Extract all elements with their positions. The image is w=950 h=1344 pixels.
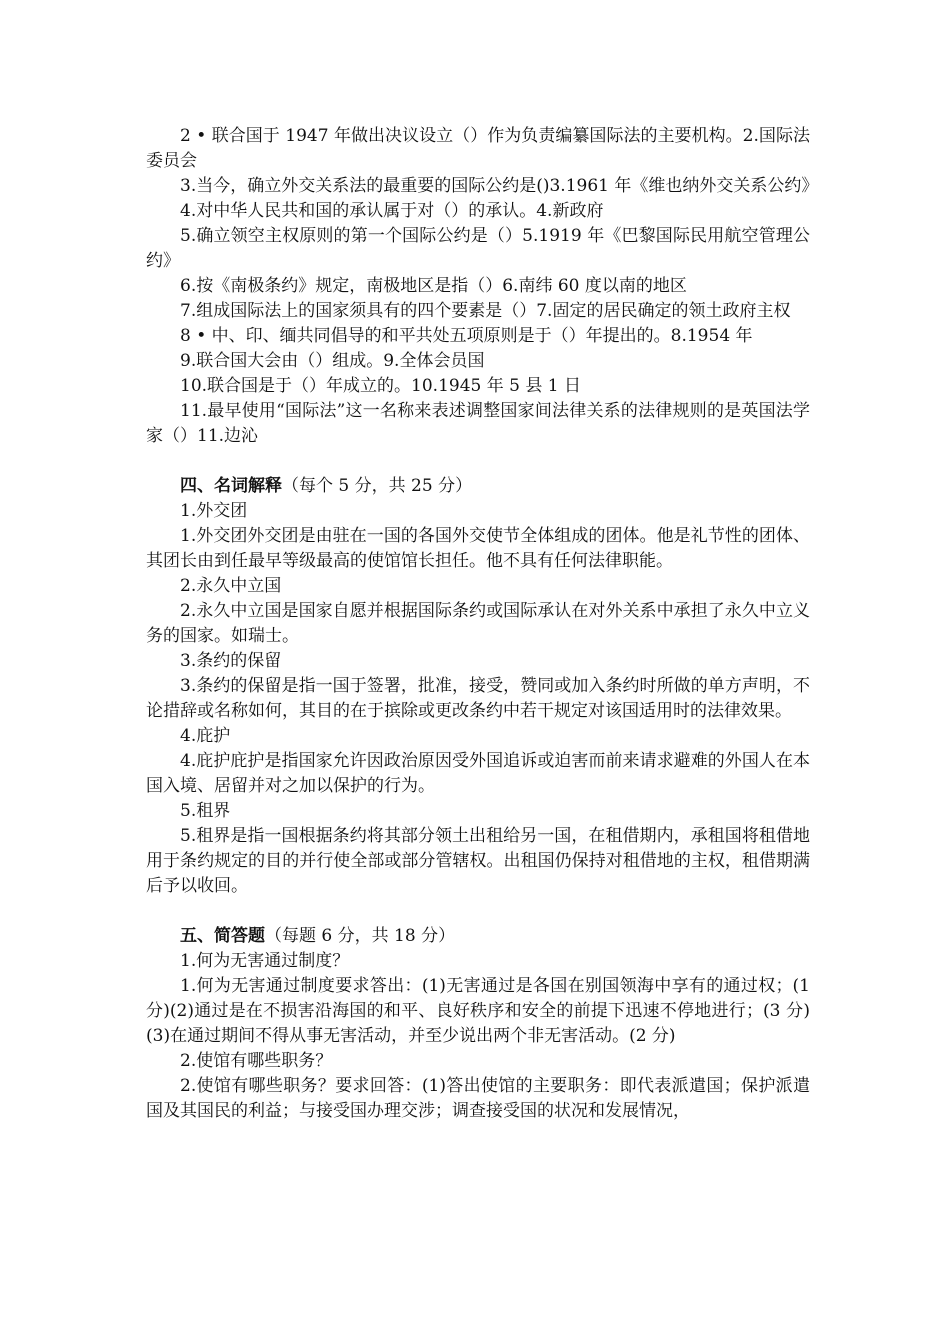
section-title: 四、名词解释 (180, 476, 282, 496)
paragraph: 2 • 联合国于 1947 年做出决议设立（）作为负责编纂国际法的主要机构。2.国际法委员会 (146, 126, 810, 171)
question-title: 1.何为无害通过制度？ (180, 951, 350, 971)
term-answer: 4.庇护庇护是指国家允许因政治原因受外国追诉或迫害而前来请求避难的外国人在本国入境、居留并对之加以保护的行为。 (146, 751, 810, 796)
paragraph: 4.对中华人民共和国的承认属于对（）的承认。4.新政府 (180, 201, 604, 221)
term-title: 2.永久中立国 (180, 576, 282, 596)
section-3-fill-in-answers (146, 124, 819, 449)
paragraph: 9.联合国大会由（）组成。9.全体会员国 (180, 351, 485, 371)
term-title: 3.条约的保留 (180, 651, 282, 671)
paragraph: 6.按《南极条约》规定，南极地区是指（）6.南纬 60 度以南的地区 (180, 276, 687, 296)
question-answer: 2.使馆有哪些职务？要求回答：(1)答出使馆的主要职务：即代表派遣国；保护派遣国及其国民的利益；与接受国办理交涉；调查接受国的状况和发展情况， (146, 1076, 810, 1121)
section-score-note: （每题 6 分，共 18 分） (265, 926, 456, 946)
section-spacer (146, 449, 810, 474)
section-title: 五、简答题 (180, 926, 265, 946)
term-answer: 3.条约的保留是指一国于签署，批准，接受，赞同或加入条约时所做的单方声明，不论措辞或名称如何，其目的在于摈除或更改条约中若干规定对该国适用时的法律效果。 (146, 676, 810, 721)
term-answer: 1.外交团外交团是由驻在一国的各国外交使节全体组成的团体。他是礼节性的团体、其团长由到任最早等级最高的使馆馆长担任。他不具有任何法律职能。 (146, 526, 810, 571)
question-title: 2.使馆有哪些职务？ (180, 1051, 333, 1071)
term-title: 4.庇护 (180, 726, 231, 746)
section-spacer (146, 899, 810, 924)
paragraph: 11.最早使用“国际法”这一名称来表述调整国家间法律关系的法律规则的是英国法学家（）11.边沁 (146, 401, 810, 446)
document-page (146, 124, 819, 1124)
section-5-short-answers (146, 924, 810, 1124)
section-heading (146, 924, 810, 949)
section-4-term-definitions (146, 474, 810, 899)
paragraph: 5.确立领空主权原则的第一个国际公约是（）5.1919 年《巴黎国际民用航空管理公约》 (146, 226, 810, 271)
term-title: 5.租界 (180, 801, 231, 821)
term-answer: 2.永久中立国是国家自愿并根据国际条约或国际承认在对外关系中承担了永久中立义务的国家。如瑞士。 (146, 601, 810, 646)
paragraph: 8 • 中、印、缅共同倡导的和平共处五项原则是于（）年提出的。8.1954 年 (180, 326, 753, 346)
section-score-note: （每个 5 分，共 25 分） (282, 476, 473, 496)
question-answer: 1.何为无害通过制度要求答出：(1)无害通过是各国在别国领海中享有的通过权；(1 分)(2)通过是在不损害沿海国的和平、良好秩序和安全的前提下迅速不停地进行；(3 分)(3)在通过期间不得从事无害活动，并至少说出两个非无害活动。(2 分) (146, 976, 810, 1046)
paragraph: 7.组成国际法上的国家须具有的四个要素是（）7.固定的居民确定的领土政府主权 (180, 301, 791, 321)
section-heading (146, 474, 810, 499)
paragraph: 10.联合国是于（）年成立的。10.1945 年 5 县 1 日 (180, 376, 581, 396)
paragraph: 3.当今，确立外交关系法的最重要的国际公约是()3.1961 年《维也纳外交关系公约》 (180, 176, 819, 196)
term-title: 1.外交团 (180, 501, 248, 521)
term-answer: 5.租界是指一国根据条约将其部分领土出租给另一国，在租借期内，承租国将租借地用于条约规定的目的并行使全部或部分管辖权。出租国仍保持对租借地的主权，租借期满后予以收回。 (146, 826, 810, 896)
